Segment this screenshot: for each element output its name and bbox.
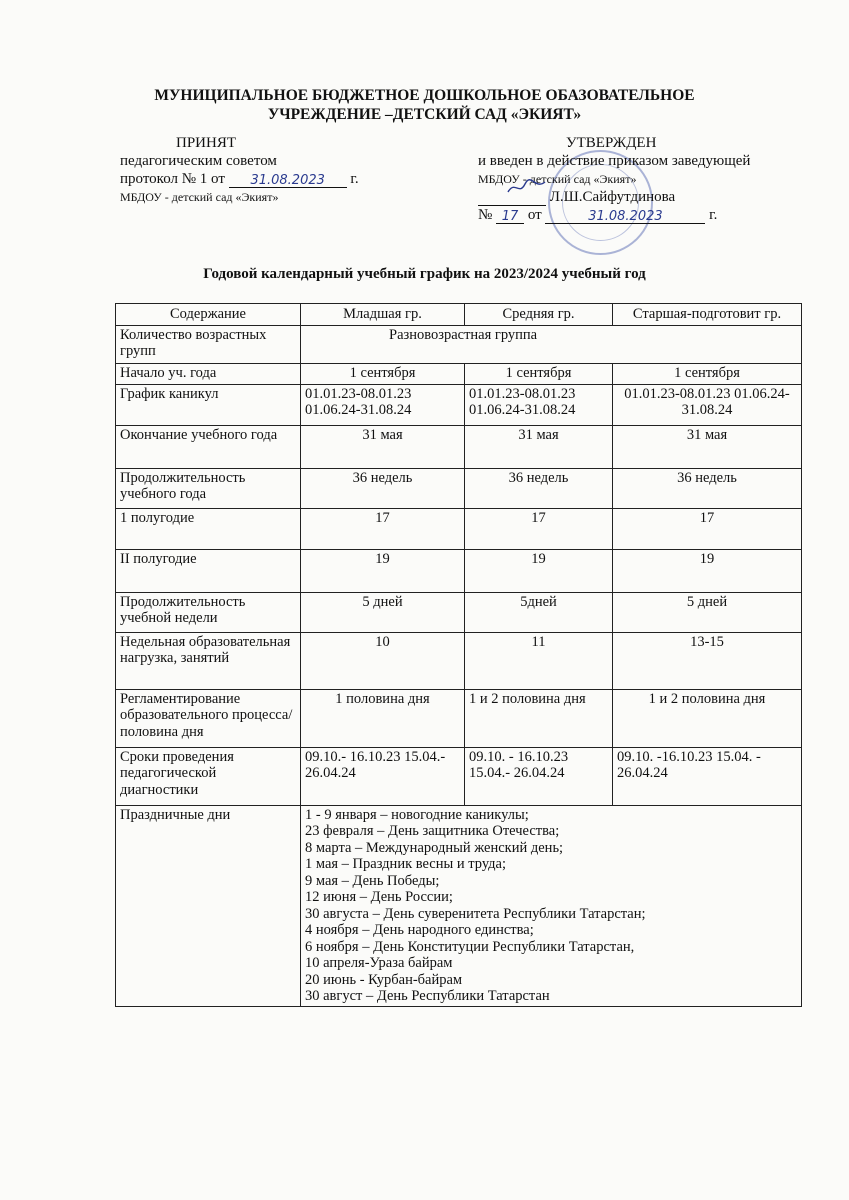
protocol-prefix: протокол № 1 от	[120, 171, 225, 187]
approval-block-left	[120, 134, 359, 206]
table-row	[116, 592, 802, 632]
cell: 5 дней	[613, 592, 802, 632]
cell: 01.01.23-08.01.23 01.06.24-31.08.24	[301, 384, 465, 425]
protocol-date-line	[229, 171, 347, 188]
order-year-suffix: г.	[709, 207, 718, 223]
cell: 1 и 2 половина дня	[613, 689, 802, 747]
cell: 31 мая	[465, 425, 613, 468]
schedule-title: Годовой календарный учебный график на 2023/2024 учебный год	[203, 266, 646, 282]
cell: 1 и 2 половина дня	[465, 689, 613, 747]
row-label: Продолжительность учебного года	[116, 468, 301, 508]
cell: 1 сентября	[465, 363, 613, 384]
holiday-item: 30 август – День Республики Татарстан	[305, 988, 550, 1004]
header-line-2: УЧРЕЖДЕНИЕ –ДЕТСКИЙ САД «ЭКИЯТ»	[267, 106, 582, 123]
table-header-row	[116, 304, 802, 326]
cell: 17	[465, 508, 613, 549]
cell: 17	[301, 508, 465, 549]
left-org: МБДОУ - детский сад «Экият»	[120, 190, 279, 204]
row-label: Продолжительность учебной недели	[116, 592, 301, 632]
row-label: Недельная образовательная нагрузка, занятий	[116, 632, 301, 689]
row-label: Сроки проведения педагогической диагностики	[116, 747, 301, 805]
document-header	[0, 86, 849, 124]
holiday-item: 30 августа – День суверенитета Республики Татарстан;	[305, 905, 646, 922]
table-row	[116, 689, 802, 747]
holiday-item: 23 февраля – День защитника Отечества;	[305, 823, 560, 839]
order-number-line	[496, 207, 524, 224]
protocol-date: 31.08.2023	[250, 173, 325, 188]
holiday-item: 1 - 9 января – новогодние каникулы;	[305, 806, 529, 823]
table-row	[116, 363, 802, 384]
head-name: Л.Ш.Сайфутдинова	[549, 189, 676, 205]
order-line	[478, 206, 750, 224]
cell: 17	[613, 508, 802, 549]
table-row	[116, 508, 802, 549]
cell: 01.01.23-08.01.23 01.06.24-31.08.24	[465, 384, 613, 425]
cell: 31 мая	[613, 425, 802, 468]
column-header: Содержание	[116, 304, 301, 326]
order-date-prefix: от	[527, 207, 542, 223]
cell: 19	[301, 549, 465, 592]
cell: 10	[301, 632, 465, 689]
cell: 19	[465, 549, 613, 592]
order-number: 17	[501, 209, 519, 224]
holiday-item: 8 марта – Международный женский день;	[305, 839, 564, 856]
row-label: Окончание учебного года	[116, 425, 301, 468]
table-row	[116, 805, 802, 1006]
cell: 36 недель	[301, 468, 465, 508]
order-number-prefix: №	[478, 207, 493, 223]
table-row	[116, 632, 802, 689]
row-label: Начало уч. года	[116, 363, 301, 384]
table-row	[116, 468, 802, 508]
council-line: педагогическим советом	[120, 153, 277, 169]
cell: 1 сентября	[301, 363, 465, 384]
row-label: График каникул	[116, 384, 301, 425]
order-date-line	[545, 207, 705, 224]
order-intro-line: и введен в действие приказом заведующей	[478, 153, 751, 169]
protocol-line	[120, 170, 359, 188]
row-label: Количество возрастных групп	[116, 325, 301, 363]
cell: 11	[465, 632, 613, 689]
cell: 36 недель	[465, 468, 613, 508]
age-groups-value: Разновозрастная группа	[301, 325, 802, 363]
approved-heading: УТВЕРЖДЕН	[566, 135, 657, 151]
holiday-item: 1 мая – Праздник весны и труда;	[305, 856, 507, 872]
column-header: Младшая гр.	[301, 304, 465, 326]
cell: 31 мая	[301, 425, 465, 468]
order-date: 31.08.2023	[588, 209, 663, 224]
cell: 1 сентября	[613, 363, 802, 384]
holiday-item: 6 ноября – День Конституции Республики Татарстан,	[305, 938, 635, 955]
table-row	[116, 384, 802, 425]
table-row	[116, 549, 802, 592]
holiday-item: 4 ноября – День народного единства;	[305, 922, 534, 938]
cell: 09.10.- 16.10.23 15.04.- 26.04.24	[301, 747, 465, 805]
cell: 13-15	[613, 632, 802, 689]
holiday-item: 9 мая – День Победы;	[305, 872, 440, 889]
right-org: МБДОУ - детский сад «Экият»	[478, 172, 637, 186]
cell: 19	[613, 549, 802, 592]
cell: 01.01.23-08.01.23 01.06.24-31.08.24	[613, 384, 802, 425]
holidays-cell	[301, 805, 802, 1006]
cell: 1 половина дня	[301, 689, 465, 747]
row-label: Праздничные дни	[116, 805, 301, 1006]
cell: 09.10. -16.10.23 15.04. - 26.04.24	[613, 747, 802, 805]
holiday-item: 10 апреля-Ураза байрам	[305, 955, 453, 971]
row-label: Регламентирование образовательного процесса/ половина дня	[116, 689, 301, 747]
column-header: Средняя гр.	[465, 304, 613, 326]
schedule-table	[115, 303, 802, 1007]
signature-mark	[505, 176, 549, 198]
cell: 5 дней	[301, 592, 465, 632]
holiday-item: 12 июня – День России;	[305, 889, 453, 905]
accepted-heading: ПРИНЯТ	[176, 135, 237, 151]
cell: 09.10. - 16.10.23 15.04.- 26.04.24	[465, 747, 613, 805]
header-line-1: МУНИЦИПАЛЬНОЕ БЮДЖЕТНОЕ ДОШКОЛЬНОЕ ОБАЗОВАТЕЛЬНОЕ	[154, 87, 695, 104]
row-label: 1 полугодие	[116, 508, 301, 549]
protocol-year-suffix: г.	[350, 171, 359, 187]
cell: 36 недель	[613, 468, 802, 508]
table-row	[116, 425, 802, 468]
row-label: II полугодие	[116, 549, 301, 592]
cell: 5дней	[465, 592, 613, 632]
column-header: Старшая-подготовит гр.	[613, 304, 802, 326]
table-row	[116, 325, 802, 363]
holiday-item: 20 июнь - Курбан-байрам	[305, 971, 463, 988]
table-row	[116, 747, 802, 805]
